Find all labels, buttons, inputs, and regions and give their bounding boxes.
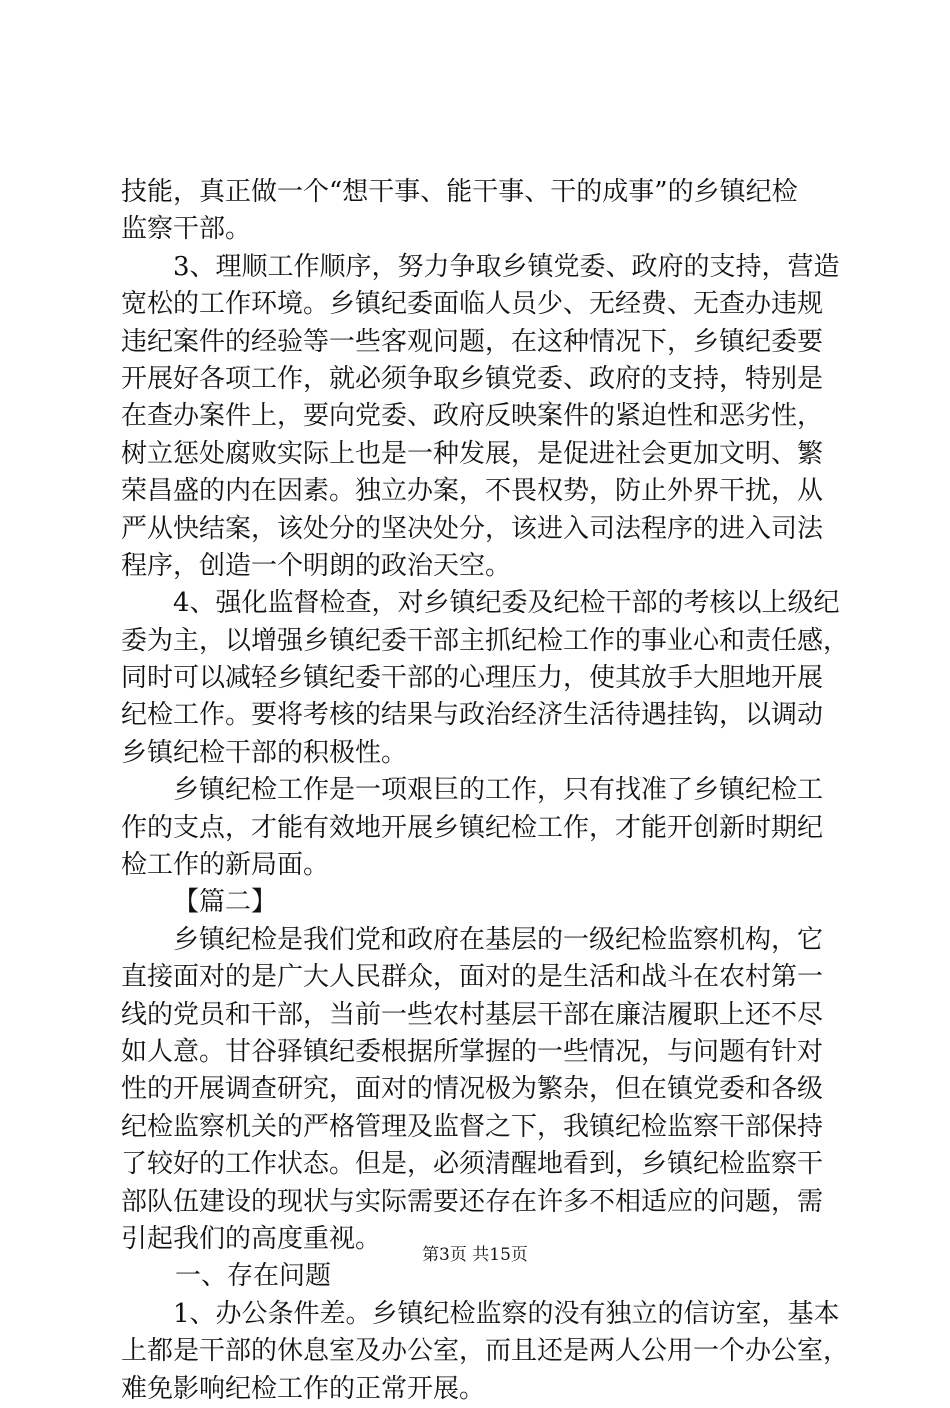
text-line: 纪检监察机关的严格管理及监督之下，我镇纪检监察干部保持 xyxy=(121,1111,824,1142)
text-line: 如人意。甘谷驿镇纪委根据所掌握的一些情况，与问题有针对 xyxy=(121,1036,824,1067)
text-line: 直接面对的是广大人民群众，面对的是生活和战斗在农村第一 xyxy=(121,962,824,993)
text-line: 性的开展调查研究，面对的情况极为繁杂，但在镇党委和各级 xyxy=(121,1074,824,1105)
text-line: 委为主，以增强乡镇纪委干部主抓纪检工作的事业心和责任感， xyxy=(121,625,850,656)
text-line: 乡镇纪检是我们党和政府在基层的一级纪检监察机构，它 xyxy=(173,924,824,955)
text-line: 在查办案件上，要向党委、政府反映案件的紧迫性和恶劣性， xyxy=(121,401,824,432)
document-body xyxy=(121,174,850,1408)
text-line: 难免影响纪检工作的正常开展。 xyxy=(121,1373,486,1404)
text-line: 上都是干部的休息室及办公室，而且还是两人公用一个办公室， xyxy=(121,1336,850,1367)
text-line: 同时可以减轻乡镇纪委干部的心理压力，使其放手大胆地开展 xyxy=(121,663,824,694)
text-line: 4、强化监督检查，对乡镇纪委及纪检干部的考核以上级纪 xyxy=(173,588,840,619)
text-line: 作的支点，才能有效地开展乡镇纪检工作，才能开创新时期纪 xyxy=(121,812,824,843)
text-line: 线的党员和干部，当前一些农村基层干部在廉洁履职上还不尽 xyxy=(121,999,824,1030)
text-line: 树立惩处腐败实际上也是一种发展，是促进社会更加文明、繁 xyxy=(121,438,824,469)
text-line: 乡镇纪检工作是一项艰巨的工作，只有找准了乡镇纪检工 xyxy=(173,775,824,806)
text-line: 纪检工作。要将考核的结果与政治经济生活待遇挂钩，以调动 xyxy=(121,700,824,731)
page-footer: 第3页 共15页 xyxy=(422,1245,528,1265)
text-line: 程序，创造一个明朗的政治天空。 xyxy=(121,550,512,581)
text-line: 宽松的工作环境。乡镇纪委面临人员少、无经费、无查办违规 xyxy=(121,289,824,320)
text-line: 严从快结案，该处分的坚决处分，该进入司法程序的进入司法 xyxy=(121,513,824,544)
text-line: 引起我们的高度重视。 xyxy=(121,1223,382,1254)
text-line: 了较好的工作状态。但是，必须清醒地看到，乡镇纪检监察干 xyxy=(121,1149,824,1180)
text-line: 荣昌盛的内在因素。独立办案，不畏权势，防止外界干扰，从 xyxy=(121,476,824,507)
text-line: 检工作的新局面。 xyxy=(121,850,330,881)
text-line: 技能，真正做一个“想干事、能干事、干的成事”的乡镇纪检 xyxy=(121,177,798,207)
text-line: 3、理顺工作顺序，努力争取乡镇党委、政府的支持，营造 xyxy=(173,251,840,282)
subsection-heading: 一、存在问题 xyxy=(175,1261,332,1292)
text-line: 监察干部。 xyxy=(121,214,252,245)
text-line: 1、办公条件差。乡镇纪检监察的没有独立的信访室，基本 xyxy=(173,1298,840,1329)
text-line: 违纪案件的经验等一些客观问题，在这种情况下，乡镇纪委要 xyxy=(121,326,824,357)
text-line: 部队伍建设的现状与实际需要还存在许多不相适应的问题，需 xyxy=(121,1186,824,1217)
text-line: 乡镇纪检干部的积极性。 xyxy=(121,737,408,768)
text-line: 开展好各项工作，就必须争取乡镇党委、政府的支持，特别是 xyxy=(121,363,824,394)
section-heading: 【篇二】 xyxy=(173,887,278,918)
